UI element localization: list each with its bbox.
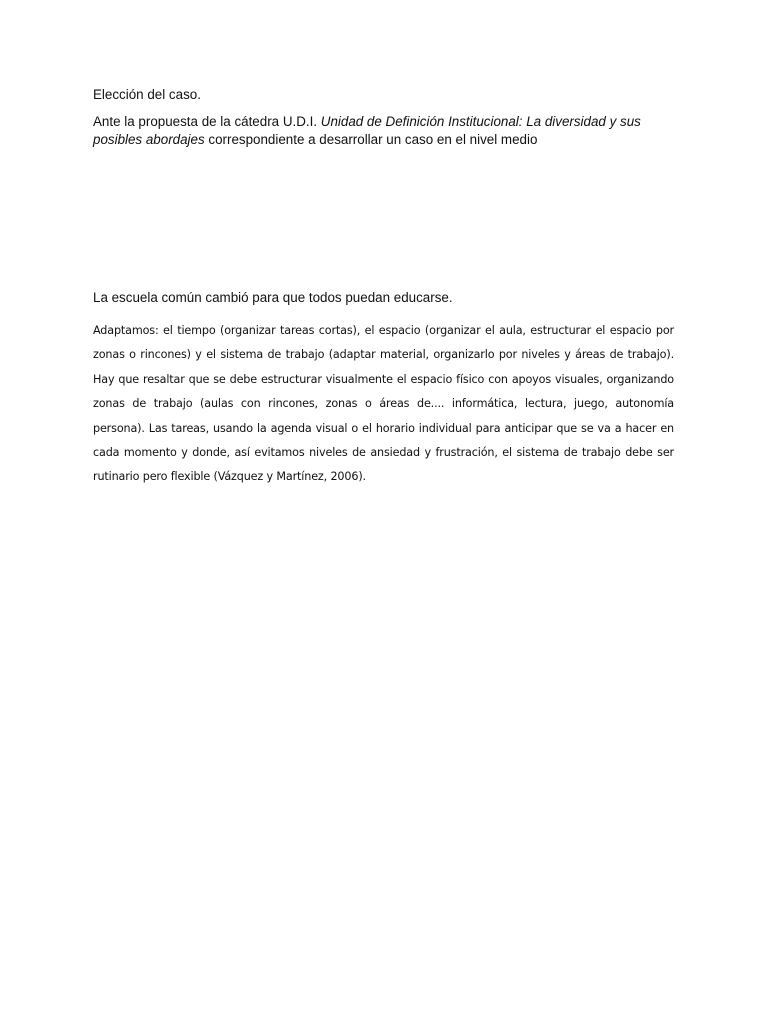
section-title: La escuela común cambió para que todos puedan educarse. [93, 290, 453, 305]
intro-prefix: Ante la propuesta de la cátedra U.D.I. [93, 114, 321, 129]
document-heading: Elección del caso. [93, 87, 201, 102]
intro-paragraph [93, 113, 674, 149]
intro-suffix: correspondiente a desarrollar un caso en el nivel medio [204, 132, 538, 147]
intro-italic-title: Unidad de Definición Institucional: La diversidad y sus posibles abordajes [93, 114, 641, 147]
body-paragraph: Adaptamos: el tiempo (organizar tareas cortas), el espacio (organizar el aula, estructurar el espacio por zonas o rincones) y el sistema de trabajo (adaptar material, organizarlo por niveles y áreas de trabajo). Hay que resaltar que se debe estructurar visualmente el espacio físico con apoyos visuales, organizando zonas de trabajo (aulas con rincones, zonas o áreas de.... informática, lectura, juego, autonomía persona). Las tareas, usando la agenda visual o el horario individual para anticipar que se va a hacer en cada momento y donde, así evitamos niveles de ansiedad y frustración, el sistema de trabajo debe ser rutinario pero flexible (Vázquez y Martínez, 2006). [93, 324, 674, 484]
